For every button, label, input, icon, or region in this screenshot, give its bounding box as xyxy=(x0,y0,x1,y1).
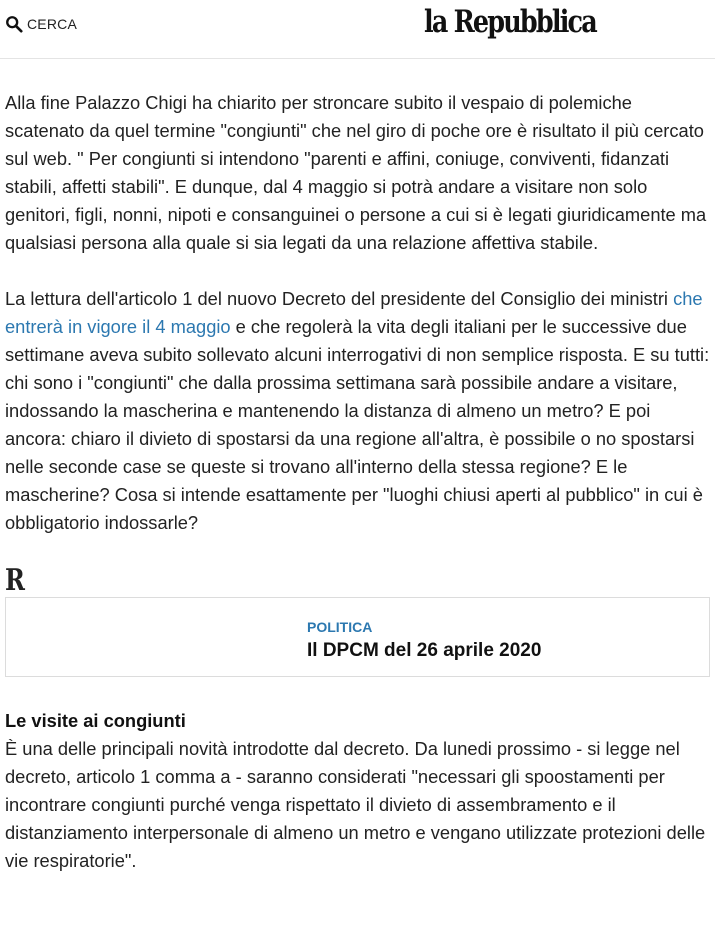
paragraph xyxy=(5,285,710,537)
site-header xyxy=(0,0,715,59)
search-button[interactable] xyxy=(5,15,77,33)
search-label: CERCA xyxy=(27,16,78,32)
section-heading: Le visite ai congiunti xyxy=(5,710,186,731)
related-title[interactable]: Il DPCM del 26 aprile 2020 xyxy=(307,640,542,661)
related-category: POLITICA xyxy=(307,619,373,635)
article-link[interactable]: che entrerà in vigore il 4 maggio xyxy=(5,288,703,337)
paragraph-text: La lettura dell'articolo 1 del nuovo Decreto del presidente del Consiglio dei ministri xyxy=(5,288,674,309)
article-body xyxy=(0,89,715,875)
related-article-card[interactable] xyxy=(5,597,710,677)
paragraph-text: e che regolerà la vita degli italiani per le successive due settimane aveva subito sollevato alcuni interrogativi di non semplice risposta. E su tutti: chi sono i "congiunti" che dalla prossima settimana sarà possibile andare a visitare, indossando la mascherina e mantenendo la distanza di almeno un metro? E poi ancora: chiaro il divieto di spostarsi da una regione all'altra, è possibile o no spostarsi nelle seconde case se queste si trovano all'interno della stessa regione? E le mascherine? Cosa si intende esattamente per "luoghi chiusi aperti al pubblico" in cui è obbligatorio indossarle? xyxy=(5,316,710,533)
paragraph: È una delle principali novità introdotte dal decreto. Da lunedi prossimo - si legge nel decreto, articolo 1 comma a - saranno considerati "necessari gli spoostamenti per incontrare congiunti purché venga rispettato il divieto di assembramento e il distanziamento interpersonale di almeno un metro e vengano utilizzate protezioni delle vie respiratorie". xyxy=(5,738,706,871)
paragraph: Alla fine Palazzo Chigi ha chiarito per stroncare subito il vespaio di polemiche scatenato da quel termine "congiunti" che nel giro di poche ore è risultato il più cercato sul web. " Per congiunti si intendono "parenti e affini, coniuge, conviventi, fidanzati stabili, affetti stabili". E dunque, dal 4 maggio si potrà andare a visitare non solo genitori, figli, nonni, nipoti e consanguinei o persone a cui si è legati giuridicamente ma qualsiasi persona alla quale si sia legati da una relazione affettiva stabile. xyxy=(5,92,707,253)
site-logo[interactable]: la Repubblica xyxy=(424,4,596,40)
repubblica-r-logo: R xyxy=(5,563,25,598)
search-icon xyxy=(5,15,23,33)
